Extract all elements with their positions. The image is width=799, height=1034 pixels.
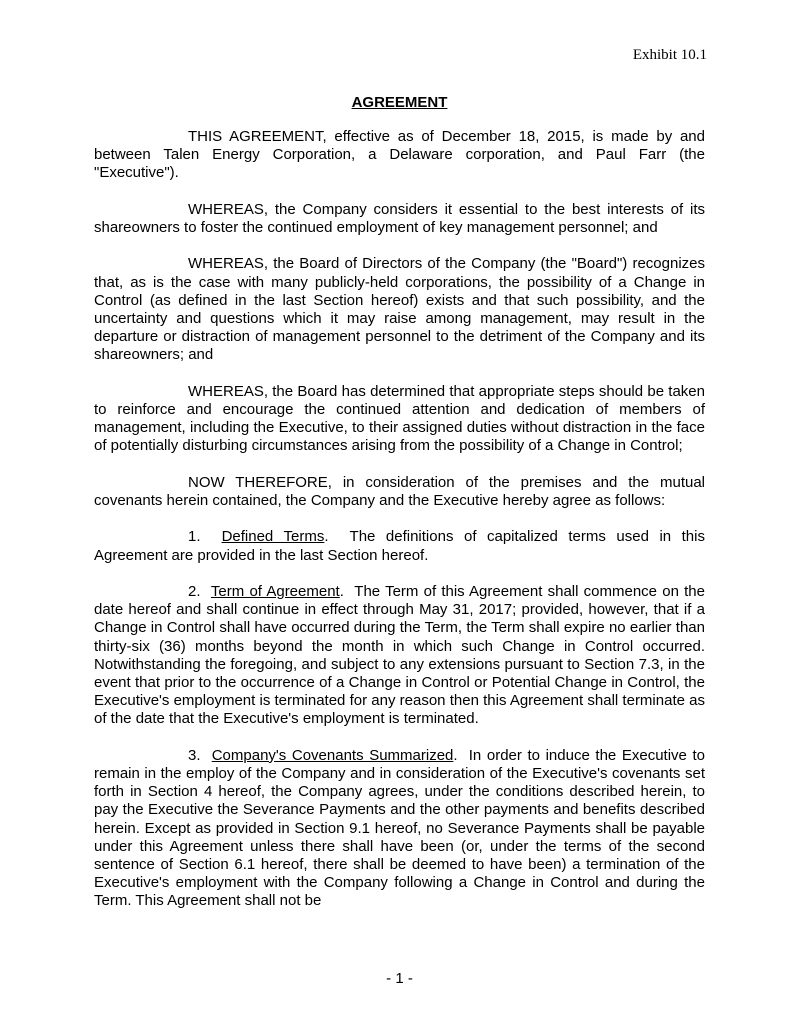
section-heading: Company's Covenants Summarized: [211, 746, 454, 764]
section-heading: Defined Terms: [221, 528, 325, 546]
section-heading: Term of Agreement: [210, 582, 340, 600]
section-text: The definitions of capitalized terms used in this Agreement are provided in the last Section hereof.: [94, 528, 705, 564]
exhibit-label: Exhibit 10.1: [632, 47, 707, 63]
section-number: 1.: [188, 528, 201, 546]
whereas-paragraph-3: WHEREAS, the Board has determined that appropriate steps should be taken to reinforce and encourage the continued attention and dedication of members of management, including the Executive, to their assigned duties without distraction in the face of potentially disturbing circumstances arising from the possibility of a Change in Control;: [94, 382, 705, 455]
page-number: - 1 -: [386, 970, 413, 987]
section-3: 3. Company's Covenants Summarized. In order to induce the Executive to remain in the employ of the Company and in consideration of the Executive's covenants set forth in Section 4 hereof, the Company agrees, under the conditions described herein, to pay the Executive the Severance Payments and the other payments and benefits described herein. Except as provided in Section 9.1 hereof, no Severance Payments shall be payable under this Agreement unless there shall have been (or, under the terms of the second sentence of Section 6.1 hereof, there shall be deemed to have been) a termination of the Executive's employment with the Company following a Change in Control and during the Term. This Agreement shall not be: [94, 746, 705, 910]
document-body: [94, 128, 705, 929]
section-number: 2.: [188, 582, 201, 600]
section-number: 3.: [188, 746, 201, 764]
document-title: AGREEMENT: [351, 94, 448, 111]
preamble-paragraph: THIS AGREEMENT, effective as of December 18, 2015, is made by and between Talen Energy Corporation, a Delaware corporation, and Paul Farr (the "Executive").: [94, 128, 705, 182]
section-2: 2. Term of Agreement. The Term of this Agreement shall commence on the date hereof and shall continue in effect through May 31, 2017; provided, however, that if a Change in Control shall have occurred during the Term, the Term shall expire no earlier than thirty-six (36) months beyond the month in which such Change in Control occurred. Notwithstanding the foregoing, and subject to any extensions pursuant to Section 7.3, in the event that prior to the occurrence of a Change in Control or Potential Change in Control, the Executive's employment is terminated for any reason then this Agreement shall terminate as of the date that the Executive's employment is terminated.: [94, 582, 705, 728]
now-therefore-paragraph: NOW THEREFORE, in consideration of the premises and the mutual covenants herein contained, the Company and the Executive hereby agree as follows:: [94, 473, 705, 509]
section-1: 1. Defined Terms. The definitions of capitalized terms used in this Agreement are provided in the last Section hereof.: [94, 528, 705, 564]
section-text: The Term of this Agreement shall commence on the date hereof and shall continue in effect through May 31, 2017; provided, however, that if a Change in Control shall have occurred during the Term, the Term shall expire no earlier than thirty-six (36) months beyond the month in which such Change in Control occurred. Notwithstanding the foregoing, and subject to any extensions pursuant to Section 7.3, in the event that prior to the occurrence of a Change in Control or Potential Change in Control, the Executive's employment is terminated for any reason then this Agreement shall terminate as of the date that the Executive's employment is terminated.: [94, 582, 705, 728]
section-text: In order to induce the Executive to remain in the employ of the Company and in consideration of the Executive's covenants set forth in Section 4 hereof, the Company agrees, under the conditions described herein, to pay the Executive the Severance Payments and the other payments and benefits described herein. Except as provided in Section 9.1 hereof, no Severance Payments shall be payable under this Agreement unless there shall have been (or, under the terms of the second sentence of Section 6.1 hereof, there shall be deemed to have been) a termination of the Executive's employment with the Company following a Change in Control and during the Term. This Agreement shall not be: [94, 746, 705, 910]
whereas-paragraph-2: WHEREAS, the Board of Directors of the Company (the "Board") recognizes that, as is the case with many publicly-held corporations, the possibility of a Change in Control (as defined in the last Section hereof) exists and that such possibility, and the uncertainty and questions which it may raise among management, may result in the departure or distraction of management personnel to the detriment of the Company and its shareowners; and: [94, 255, 705, 364]
whereas-paragraph-1: WHEREAS, the Company considers it essential to the best interests of its shareowners to foster the continued employment of key management personnel; and: [94, 200, 705, 236]
